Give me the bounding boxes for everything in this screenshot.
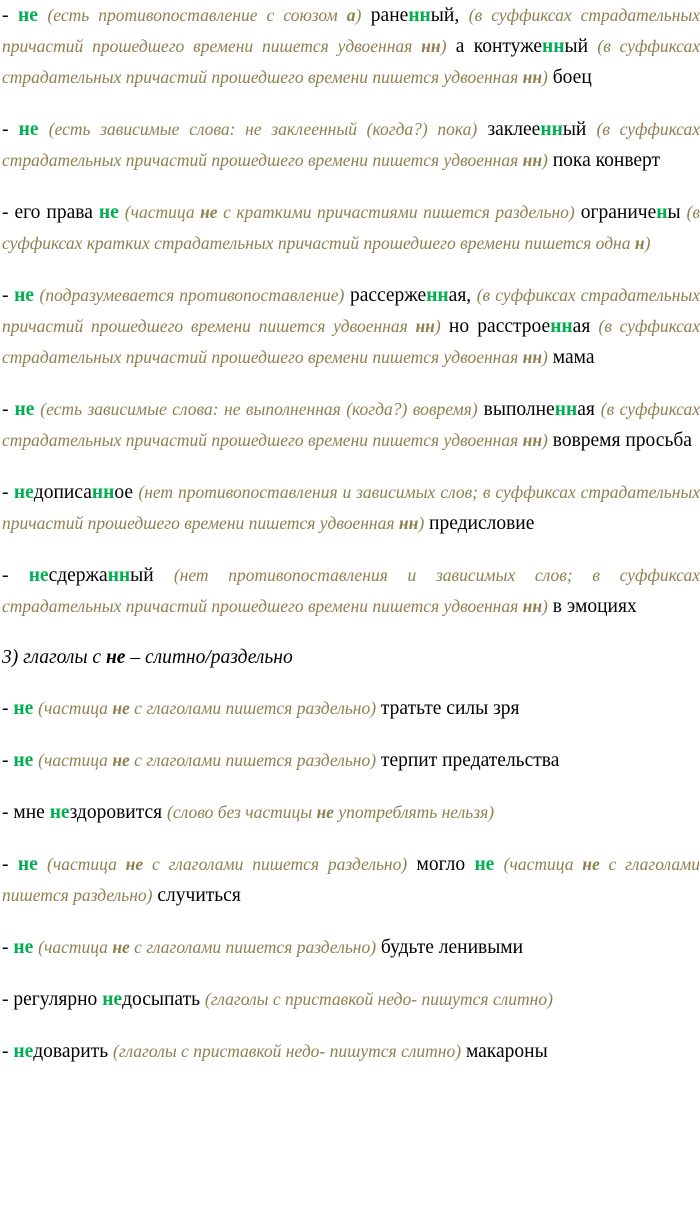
- example-text: [494, 854, 503, 875]
- comment-text: (слово без частицы: [167, 802, 317, 822]
- example-text: случиться: [152, 885, 241, 906]
- comment-emphasis: не: [582, 854, 600, 874]
- example-text: -: [2, 854, 18, 875]
- comment-emphasis: нн: [522, 67, 543, 87]
- comment-text: ): [355, 5, 362, 25]
- rule-comment: [49, 119, 478, 139]
- example-text: ограниче: [574, 202, 657, 223]
- highlighted-letters: нн: [550, 316, 573, 337]
- example-text: ая: [572, 316, 599, 337]
- example-text: ый: [564, 36, 598, 57]
- example-text: в эмоциях: [547, 596, 637, 617]
- comment-text: (есть зависимые слова: не выполненная (когда?) вовремя): [40, 399, 478, 419]
- example-paragraph: [2, 0, 700, 93]
- highlighted-letters: не: [474, 854, 495, 875]
- comment-emphasis: н: [634, 233, 645, 253]
- comment-emphasis: нн: [522, 596, 543, 616]
- comment-text: (в суффиксах страдательных причастий прошедшего времени пишется удвоенная: [2, 5, 700, 56]
- example-paragraph: [2, 693, 700, 724]
- example-text: ая: [577, 399, 601, 420]
- highlighted-letters: нн: [107, 565, 131, 586]
- comment-text: с глаголами пишется раздельно): [2, 854, 700, 905]
- comment-text: ): [542, 430, 548, 450]
- example-text: пока конверт: [547, 150, 661, 171]
- comment-text: (в суффиксах страдательных причастий прошедшего времени пишется удвоенная: [2, 399, 700, 450]
- section-heading: [2, 643, 700, 673]
- example-text: ый: [130, 565, 174, 586]
- example-paragraph: [2, 197, 700, 259]
- highlighted-letters: нн: [542, 36, 565, 57]
- example-text: а контуже: [446, 36, 543, 57]
- comment-emphasis: а: [346, 5, 356, 25]
- example-text: -: [2, 1041, 14, 1062]
- example-text: - его права: [2, 202, 99, 223]
- example-text: -: [2, 285, 15, 306]
- comment-emphasis: нн: [522, 347, 543, 367]
- highlighted-letters: н: [656, 202, 668, 223]
- comment-text: (нет противопоставления и зависимых слов; в суффиксах страдательных причастий прошедшего времени пишется удвоенная: [2, 482, 700, 533]
- highlighted-letters: не: [98, 202, 119, 223]
- highlighted-letters: не: [13, 698, 34, 719]
- example-text: досыпать: [122, 989, 205, 1010]
- example-text: здоровится: [69, 802, 168, 823]
- example-paragraph: [2, 394, 700, 456]
- highlighted-letters: не: [49, 802, 70, 823]
- comment-text: (нет противопоставления и зависимых слов; в суффиксах страдательных причастий прошедшего времени пишется удвоенная: [2, 565, 700, 616]
- highlighted-letters: не: [18, 5, 38, 26]
- example-text: будьте ленивыми: [376, 937, 524, 958]
- example-text: доварить: [33, 1041, 114, 1062]
- highlighted-letters: нн: [408, 5, 431, 26]
- comment-text: (в суффиксах страдательных причастий прошедшего времени пишется удвоенная: [2, 285, 700, 336]
- highlighted-letters: не: [28, 565, 49, 586]
- heading-suffix: – слитно/раздельно: [125, 647, 293, 668]
- highlighted-letters: не: [13, 937, 34, 958]
- example-text: ая,: [448, 285, 477, 306]
- comment-text: ): [434, 316, 441, 336]
- example-text: ране: [361, 5, 409, 26]
- rule-comment: [38, 698, 376, 718]
- example-text: дописа: [33, 482, 92, 503]
- comment-emphasis: не: [200, 202, 218, 222]
- example-paragraph: [2, 477, 700, 539]
- participles-section: [2, 0, 700, 622]
- comment-text: с краткими причастиями пишется раздельно): [217, 202, 575, 222]
- example-text: ое: [114, 482, 139, 503]
- highlighted-letters: нн: [540, 119, 563, 140]
- highlighted-letters: не: [18, 119, 39, 140]
- highlighted-letters: не: [102, 989, 123, 1010]
- comment-emphasis: не: [316, 802, 334, 822]
- example-text: [39, 119, 49, 140]
- example-text: - мне: [2, 802, 50, 823]
- verbs-section: [2, 693, 700, 1067]
- example-text: тратьте силы зря: [376, 698, 520, 719]
- comment-text: (в суффиксах страдательных причастий прошедшего времени пишется удвоенная: [2, 36, 700, 87]
- rule-comment: [167, 802, 494, 822]
- example-text: -: [2, 565, 29, 586]
- rule-comment: [125, 202, 575, 222]
- comment-text: с глаголами пишется раздельно): [129, 750, 377, 770]
- example-text: боец: [547, 67, 592, 88]
- example-text: вовремя просьба: [547, 430, 692, 451]
- example-paragraph: [2, 797, 700, 828]
- example-text: -: [2, 5, 19, 26]
- comment-text: (подразумевается противопоставление): [39, 285, 345, 305]
- highlighted-letters: не: [13, 1041, 34, 1062]
- comment-emphasis: нн: [522, 430, 543, 450]
- comment-text: ): [418, 513, 425, 533]
- example-text: -: [2, 698, 14, 719]
- comment-emphasis: нн: [398, 513, 419, 533]
- highlighted-letters: не: [17, 854, 38, 875]
- comment-text: (глаголы с приставкой недо- пишутся слитно): [113, 1041, 462, 1061]
- example-text: рассерже: [344, 285, 427, 306]
- example-text: -: [2, 750, 14, 771]
- highlighted-letters: нн: [91, 482, 115, 503]
- comment-text: ): [440, 36, 447, 56]
- example-text: макароны: [461, 1041, 548, 1062]
- example-paragraph: [2, 932, 700, 963]
- example-paragraph: [2, 114, 700, 176]
- example-text: -: [2, 482, 14, 503]
- comment-text: (есть зависимые слова: не заклеенный (когда?) пока): [48, 119, 478, 139]
- example-text: -: [2, 119, 19, 140]
- comment-text: ): [542, 596, 548, 616]
- example-text: мама: [547, 347, 595, 368]
- rule-comment: [47, 5, 361, 25]
- comment-text: (в суффиксах кратких страдательных причастий прошедшего времени пишется одна: [2, 202, 700, 253]
- comment-text: употреблять нельзя): [333, 802, 495, 822]
- example-text: могло: [407, 854, 475, 875]
- example-text: - регулярно: [2, 989, 103, 1010]
- comment-text: ): [542, 150, 548, 170]
- example-text: ый: [562, 119, 597, 140]
- heading-prefix: 3) глаголы с: [2, 647, 106, 668]
- comment-text: (в суффиксах страдательных причастий прошедшего времени пишется удвоенная: [2, 316, 700, 367]
- highlighted-letters: не: [14, 399, 35, 420]
- comment-text: (частица: [124, 202, 201, 222]
- highlighted-letters: не: [13, 750, 34, 771]
- example-text: терпит предательства: [376, 750, 560, 771]
- comment-emphasis: не: [112, 698, 130, 718]
- example-text: заклее: [477, 119, 541, 140]
- rule-comment: [205, 989, 553, 1009]
- comment-emphasis: не: [125, 854, 144, 874]
- comment-text: с глаголами пишется раздельно): [143, 854, 408, 874]
- example-paragraph: [2, 280, 700, 373]
- example-text: [38, 854, 47, 875]
- comment-text: с глаголами пишется раздельно): [129, 937, 377, 957]
- example-paragraph: [2, 1036, 700, 1067]
- comment-text: (в суффиксах страдательных причастий прошедшего времени пишется удвоенная: [2, 119, 700, 170]
- comment-text: ): [542, 67, 548, 87]
- comment-text: (глаголы с приставкой недо- пишутся слитно): [204, 989, 553, 1009]
- rule-comment: [40, 285, 345, 305]
- example-text: ый,: [430, 5, 469, 26]
- rule-comment: [113, 1041, 461, 1061]
- highlighted-letters: не: [14, 285, 34, 306]
- comment-emphasis: нн: [421, 36, 441, 56]
- comment-text: (частица: [38, 750, 113, 770]
- rule-comment: [38, 750, 376, 770]
- example-text: -: [2, 399, 15, 420]
- comment-emphasis: нн: [522, 150, 543, 170]
- comment-text: с глаголами пишется раздельно): [129, 698, 377, 718]
- example-paragraph: [2, 984, 700, 1015]
- example-paragraph: [2, 849, 700, 911]
- comment-emphasis: нн: [415, 316, 435, 336]
- highlighted-letters: нн: [554, 399, 578, 420]
- example-paragraph: [2, 560, 700, 622]
- rule-comment: [40, 399, 477, 419]
- comment-emphasis: не: [112, 750, 130, 770]
- example-paragraph: [2, 745, 700, 776]
- comment-text: ): [644, 233, 651, 253]
- example-text: -: [2, 937, 14, 958]
- heading-bold-word: не: [105, 647, 126, 668]
- comment-text: (есть противопоставление с союзом: [47, 5, 347, 25]
- example-text: выполне: [477, 399, 555, 420]
- example-text: но расстрое: [440, 316, 551, 337]
- highlighted-letters: не: [13, 482, 34, 503]
- rule-comment: [38, 937, 376, 957]
- example-text: ы: [667, 202, 687, 223]
- example-text: предисловие: [424, 513, 535, 534]
- comment-text: (частица: [38, 698, 113, 718]
- rule-comment: [47, 854, 407, 874]
- comment-text: (частица: [38, 937, 113, 957]
- example-text: сдержа: [48, 565, 108, 586]
- highlighted-letters: нн: [426, 285, 449, 306]
- comment-text: ): [542, 347, 548, 367]
- comment-text: (частица: [503, 854, 583, 874]
- comment-text: (частица: [47, 854, 126, 874]
- comment-emphasis: не: [112, 937, 130, 957]
